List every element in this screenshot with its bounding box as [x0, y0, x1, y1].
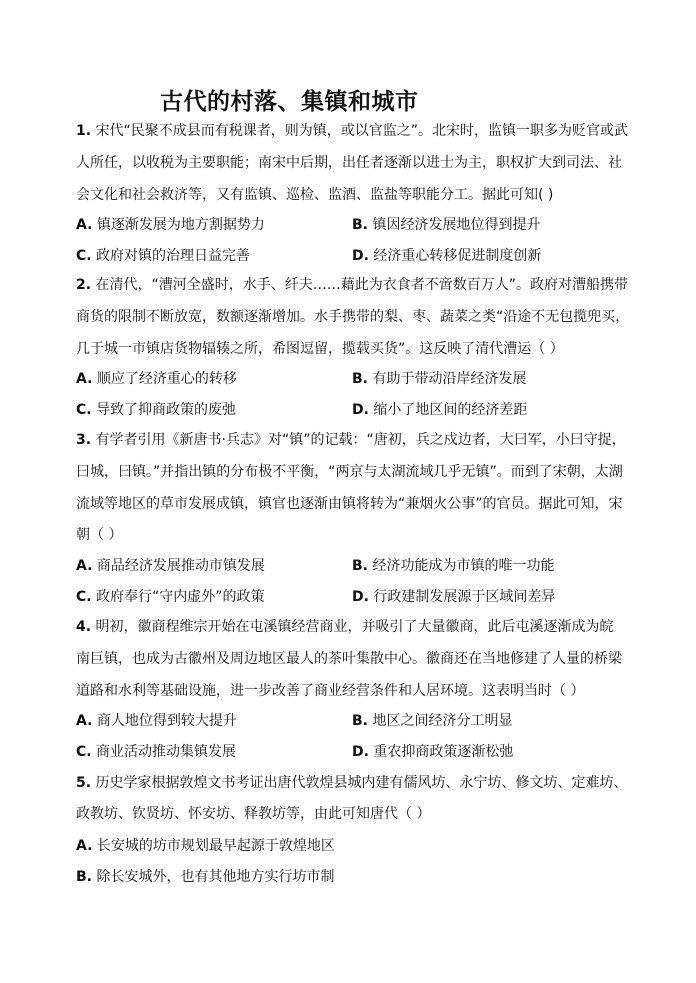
question-1-line-1: [76, 121, 636, 141]
question-3-option-b: [352, 556, 554, 576]
question-4-line-3: 道路和水利等基础设施，进一步改善了商业经营条件和人居环境。这表明当时（ ）: [76, 683, 585, 699]
option-text: 重农抑商政策逐渐松弛: [373, 744, 514, 760]
question-number: 5.: [76, 775, 92, 791]
question-2-option-b: [352, 369, 526, 389]
option-label: C.: [76, 589, 92, 605]
option-text: 经济功能成为市镇的唯一功能: [372, 558, 555, 574]
option-text: 政府奉行“守内虚外”的政策: [96, 589, 265, 605]
question-2-line-2: 商货的限制不断放宽，数额逐渐增加。水手携带的梨、枣、蔬菜之类“沿途不无包揽兜买，: [76, 309, 630, 325]
question-4-option-d: [352, 742, 513, 762]
option-label: A.: [76, 217, 93, 233]
option-label: D.: [352, 589, 369, 605]
option-text: 镇因经济发展地位得到提升: [372, 217, 541, 233]
option-text: 地区之间经济分工明显: [372, 713, 513, 729]
question-1-option-c: [76, 246, 250, 266]
option-text: 商业活动推动集镇发展: [96, 744, 237, 760]
option-label: C.: [76, 248, 92, 264]
question-1-option-a: [76, 215, 265, 235]
option-label: B.: [352, 558, 368, 574]
question-1-option-d: [352, 246, 541, 266]
question-text: 历史学家根据敦煌文书考证出唐代敦煌县城内建有儒风坊、永宁坊、修文坊、定难坊、: [95, 775, 628, 791]
question-3-option-c: [76, 587, 265, 607]
option-label: C.: [76, 744, 92, 760]
question-2-option-a: [76, 369, 237, 389]
question-2-line-1: [76, 275, 636, 295]
question-1-line-3: 会文化和社会救济等，又有监镇、巡检、监酒、监盐等职能分工。据此可知( ): [76, 187, 554, 203]
question-4-option-c: [76, 742, 236, 762]
question-3-line-3: 流域等地区的草市发展成镇，镇官也逐渐由镇将转为“兼烟火公事”的官员。据此可知，宋: [76, 496, 623, 512]
option-label: A.: [76, 838, 93, 854]
option-text: 导致了抑商政策的废弛: [96, 402, 237, 418]
option-text: 政府对镇的治理日益完善: [96, 248, 251, 264]
question-5-line-1: [76, 773, 636, 793]
question-number: 4.: [76, 619, 92, 635]
question-4-option-a: [76, 711, 237, 731]
option-label: D.: [352, 248, 369, 264]
option-text: 长安城的坊市规划最早起源于敦煌地区: [96, 838, 335, 854]
option-label: B.: [352, 371, 368, 387]
option-label: C.: [76, 402, 92, 418]
option-text: 行政建制发展源于区域间差异: [373, 589, 556, 605]
question-3-line-1: [76, 430, 636, 450]
question-4-option-b: [352, 711, 512, 731]
option-text: 经济重心转移促进制度创新: [373, 248, 542, 264]
question-3-option-a: [76, 556, 265, 576]
question-text: 在清代，“漕河全盛时，水手、纤夫……藉此为衣食者不啻数百万人”。政府对漕船携带: [95, 277, 629, 293]
option-label: A.: [76, 371, 93, 387]
option-text: 顺应了经济重心的转移: [96, 371, 237, 387]
question-3-line-4: 朝（ ）: [76, 527, 123, 543]
option-label: D.: [352, 744, 369, 760]
option-label: A.: [76, 713, 93, 729]
option-text: 镇逐渐发展为地方割据势力: [96, 217, 265, 233]
question-2-line-3: 几于城一市镇店货物辐辏之所，希图逗留，揽载买货”。这反映了清代漕运（ ）: [76, 341, 564, 357]
option-text: 商人地位得到较大提升: [96, 713, 237, 729]
question-5-option-a: [76, 836, 335, 856]
question-1-option-b: [352, 215, 540, 235]
option-label: B.: [352, 713, 368, 729]
question-number: 3.: [76, 432, 92, 448]
question-4-line-2: 南巨镇，也成为古徽州及周边地区最人的茶叶集散中心。徽商还在当地修建了人量的桥梁: [76, 651, 622, 667]
option-label: B.: [352, 217, 368, 233]
question-text: 宋代“民聚不成县而有税课者，则为镇，或以官监之”。北宋时，监镇一职多为贬官或武: [95, 123, 629, 139]
option-label: D.: [352, 402, 369, 418]
question-5-option-b: [76, 867, 334, 887]
question-4-line-1: [76, 617, 636, 637]
question-3-option-d: [352, 587, 555, 607]
option-text: 除长安城外，也有其他地方实行坊市制: [96, 869, 335, 885]
question-2-option-c: [76, 400, 236, 420]
page-title: 古代的村落、集镇和城市: [160, 89, 419, 115]
question-3-line-2: 曰城，曰镇。”并指出镇的分布极不平衡，“两京与太湖流域几乎无镇”。而到了宋朝，太湖: [76, 464, 623, 480]
option-text: 缩小了地区间的经济差距: [373, 402, 528, 418]
option-text: 有助于带动沿岸经济发展: [372, 371, 527, 387]
question-5-line-2: 政教坊、钦贤坊、怀安坊、释教坊等，由此可知唐代（ ）: [76, 806, 431, 822]
option-label: A.: [76, 558, 93, 574]
question-1-line-2: 人所任，以收税为主要职能；南宋中后期，出任者逐渐以进士为主，职权扩大到司法、社: [76, 155, 622, 171]
question-number: 1.: [76, 123, 92, 139]
question-text: 有学者引用《新唐书·兵志》对“镇”的记载：“唐初，兵之戍边者，大曰军，小曰守捉，: [95, 432, 626, 448]
option-text: 商品经济发展推动市镇发展: [96, 558, 265, 574]
question-number: 2.: [76, 277, 92, 293]
option-label: B.: [76, 869, 92, 885]
question-text: 明初，徽商程维宗开始在屯溪镇经营商业，并吸引了大量徽商，此后屯溪逐渐成为皖: [95, 619, 614, 635]
question-2-option-d: [352, 400, 527, 420]
